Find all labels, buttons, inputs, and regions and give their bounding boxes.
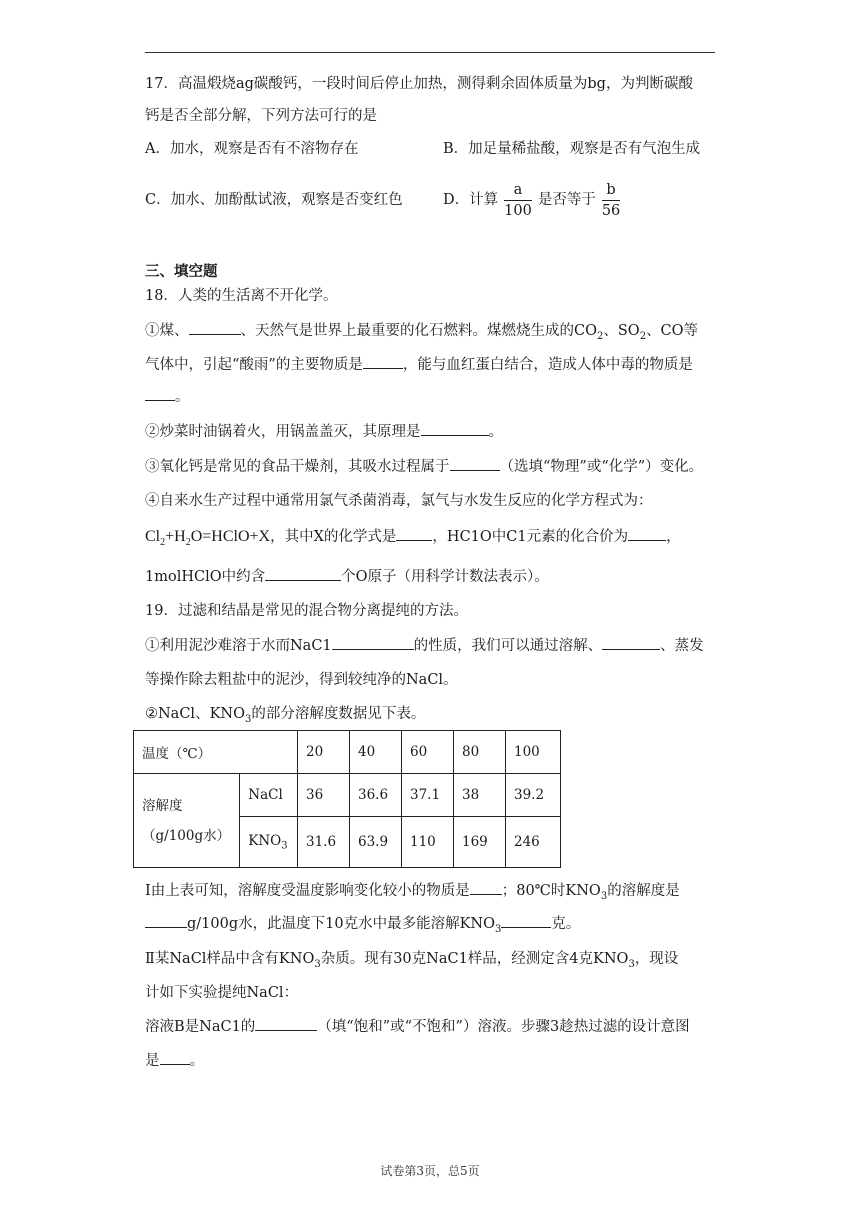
page-footer: 试卷第3页，总5页	[380, 1164, 480, 1178]
blank[interactable]	[145, 386, 175, 401]
q19-part5-line1: 溶液B是NaC1的 （填“饱和”或“不饱和”）溶液。步骤3趁热过滤的设计意图	[145, 1016, 690, 1038]
q18-part6: 1molHClO中约含 个O原子（用科学计数法表示）。	[145, 566, 549, 588]
q17-line1: 17．高温煅烧ag碳酸钙，一段时间后停止加热，测得剩余固体质量为bg，为判断碳酸	[145, 76, 693, 92]
q18-part2: ②炒菜时油锅着火，用锅盖盖灭，其原理是 。	[145, 421, 503, 443]
table-cell: 39.2	[506, 774, 561, 817]
table-cell: 100	[506, 731, 561, 774]
chemical-equation: $Cl_2+H_2O=HClO+X$	[145, 528, 271, 549]
blank[interactable]	[160, 1050, 190, 1065]
q17-option-b: B．加足量稀盐酸，观察是否有气泡生成	[443, 141, 701, 157]
blank[interactable]	[363, 354, 403, 369]
blank[interactable]	[421, 421, 489, 436]
table-label-nacl: NaCl	[240, 774, 298, 817]
table-cell: 169	[454, 817, 506, 868]
q18-part1-line1: ①煤、 、天然气是世界上最重要的化石燃料。煤燃烧生成的$CO_2$、$SO_2$、CO等	[145, 320, 698, 348]
q18-part3: ③氧化钙是常见的食品干燥剂，其吸水过程属于 （选填“物理”或“化学”）变化。	[145, 456, 703, 478]
q19-part5-line2: 是 。	[145, 1050, 204, 1072]
table-cell: 36.6	[350, 774, 402, 817]
q17-option-d-mid: 是否等于	[537, 192, 596, 208]
q19-part4-line2: 计如下实验提纯NaCl：	[145, 985, 299, 1001]
q18-part1-line3: 。	[145, 386, 190, 408]
q19-part1-line2: 等操作除去粗盐中的泥沙，得到较纯净的NaCl。	[145, 672, 458, 688]
q19-part3-line1: Ⅰ由上表可知，溶解度受温度影响变化较小的物质是 ；80℃时$KNO_3$的溶解度是	[145, 880, 680, 908]
table-cell: 38	[454, 774, 506, 817]
fraction-b-over-56: $\frac{b}{56}$	[601, 181, 621, 219]
q19-part2: ②NaCl、$KNO_3$的部分溶解度数据见下表。	[145, 706, 426, 725]
blank[interactable]	[396, 526, 432, 541]
q18-formula-line: $Cl_2+H_2O=HClO+X$，其中X的化学式是 ，HC1O中C1元素的化合价为 ，	[145, 528, 681, 549]
q18-part4: ④自来水生产过程中通常用氯气杀菌消毒，氯气与水发生反应的化学方程式为：	[145, 493, 653, 509]
table-cell: 36	[298, 774, 350, 817]
blank[interactable]	[501, 913, 551, 928]
table-cell: 80	[454, 731, 506, 774]
blank[interactable]	[189, 320, 241, 335]
table-label-kno3: $KNO_3$	[240, 817, 298, 868]
solubility-table	[133, 730, 561, 868]
q19-part3-line2: g/100g水，此温度下10克水中最多能溶解$KNO_3$ 克。	[145, 913, 580, 941]
blank[interactable]	[265, 566, 341, 581]
table-cell: 40	[350, 731, 402, 774]
q17-option-a: A．加水，观察是否有不溶物存在	[145, 141, 359, 157]
blank[interactable]	[628, 526, 666, 541]
blank[interactable]	[602, 635, 660, 650]
q19-part4-line1: Ⅱ某NaCl样品中含有$KNO_3$杂质。现有30克NaC1样品，经测定含4克$KNO_3$，现设	[145, 951, 679, 970]
q19-title: 19．过滤和结晶是常见的混合物分离提纯的方法。	[145, 603, 468, 619]
table-header-temperature: 温度（℃）	[134, 731, 298, 774]
table-row-label-solubility: 溶解度 （g/100g水）	[134, 774, 240, 868]
table-row	[134, 731, 561, 774]
table-cell: 37.1	[402, 774, 454, 817]
blank[interactable]	[145, 913, 187, 928]
q18-part1-line2: 气体中，引起“酸雨”的主要物质是 ，能与血红蛋白结合，造成人体中毒的物质是	[145, 354, 693, 376]
table-cell: 110	[402, 817, 454, 868]
table-row	[134, 774, 561, 817]
blank[interactable]	[450, 456, 500, 471]
section-title: 三、填空题	[145, 264, 218, 280]
q17-option-d	[443, 178, 626, 222]
q19-part1-line1: ①利用泥沙难溶于水而NaC1 的性质，我们可以通过溶解、 、蒸发	[145, 635, 704, 657]
blank[interactable]	[470, 880, 502, 895]
table-cell: 31.6	[298, 817, 350, 868]
table-cell: 20	[298, 731, 350, 774]
table-cell: 246	[506, 817, 561, 868]
table-cell: 63.9	[350, 817, 402, 868]
blank[interactable]	[332, 635, 414, 650]
table-cell: 60	[402, 731, 454, 774]
q17-option-c: C．加水、加酚酞试液，观察是否变红色	[145, 192, 403, 208]
q17-option-d-prefix: D．计算	[443, 192, 499, 208]
header-rule	[145, 52, 715, 53]
q17-line2: 钙是否全部分解，下列方法可行的是	[145, 108, 377, 124]
q18-title: 18．人类的生活离不开化学。	[145, 288, 338, 304]
fraction-a-over-100: $\frac{a}{100}$	[504, 181, 532, 219]
blank[interactable]	[255, 1016, 317, 1031]
